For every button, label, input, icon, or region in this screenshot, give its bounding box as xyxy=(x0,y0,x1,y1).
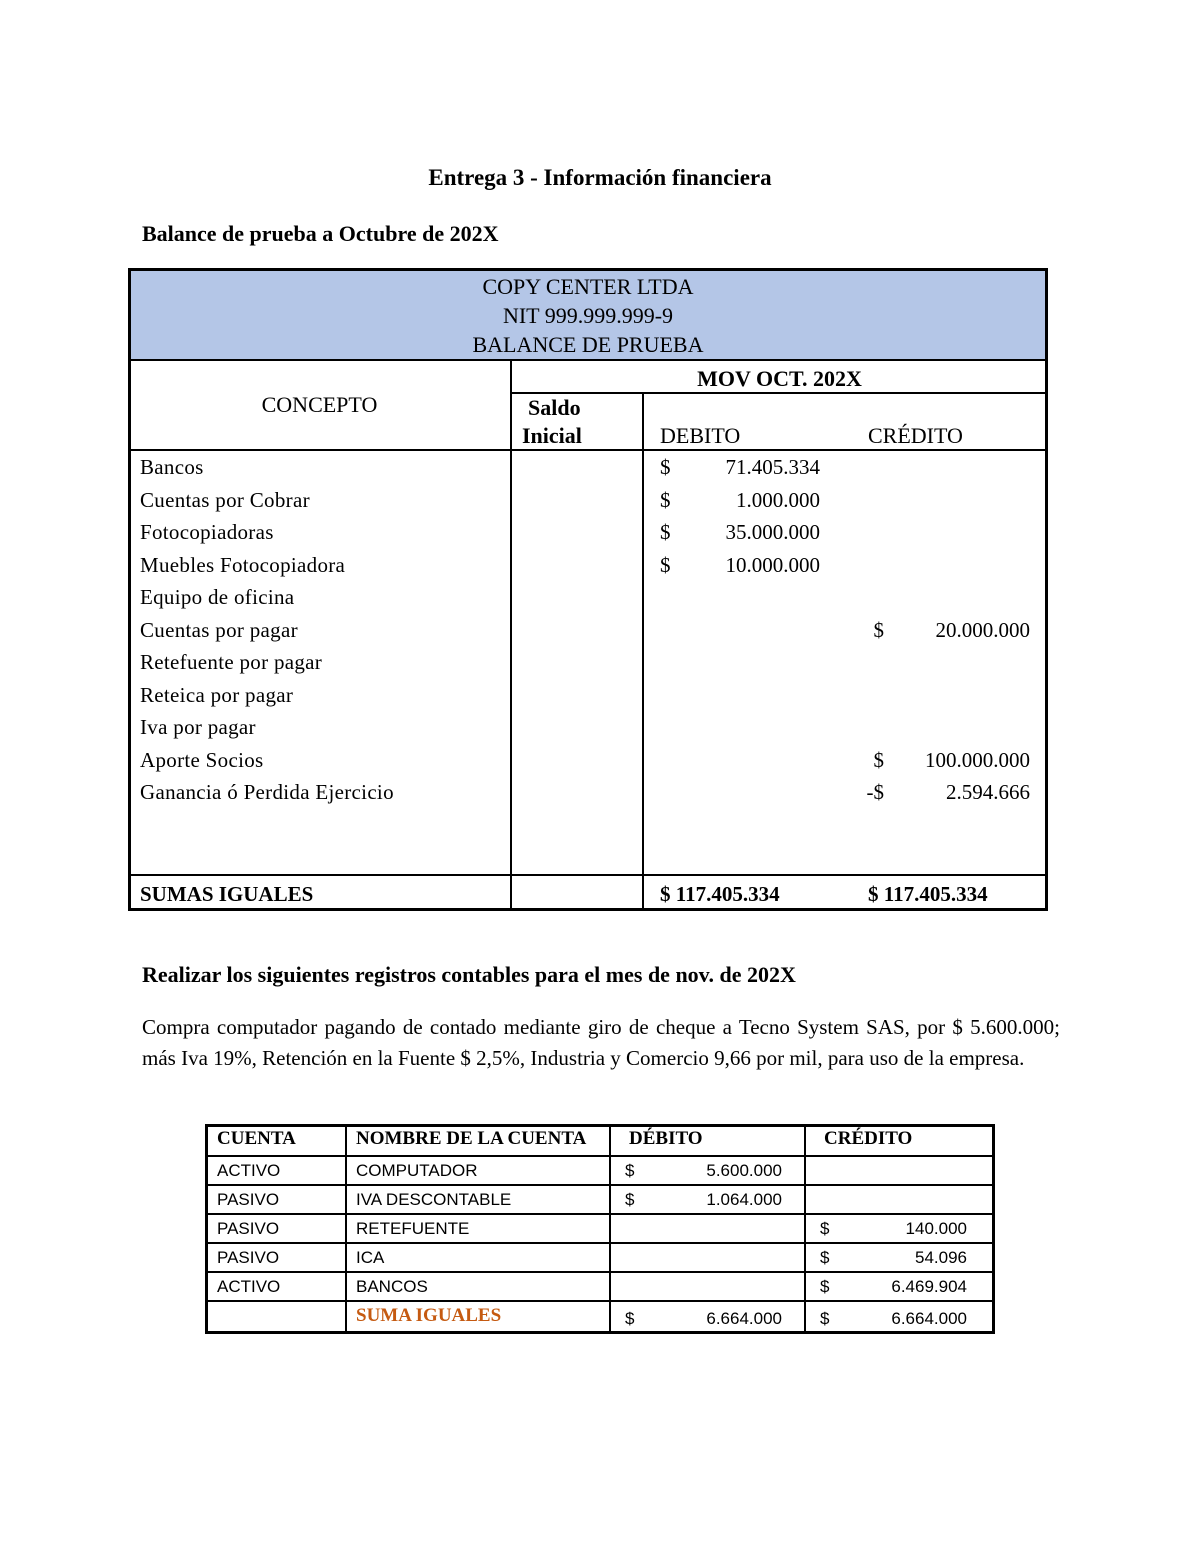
row-credit: 2.594.666 xyxy=(946,780,1030,804)
row-concept: Ganancia ó Perdida Ejercicio xyxy=(140,780,394,804)
j-row-credit: 54.096 xyxy=(915,1248,967,1267)
j-row-account: ACTIVO xyxy=(217,1161,281,1180)
row-debit-sign: $ xyxy=(660,487,671,512)
rule-col1 xyxy=(510,359,512,910)
rule-total xyxy=(128,874,1048,876)
row-credit-sign: $ xyxy=(873,747,884,772)
j-row-account: PASIVO xyxy=(217,1248,280,1267)
row-debit: 10.000.000 xyxy=(725,552,820,577)
row-concept: Retefuente por pagar xyxy=(140,650,323,674)
border-left xyxy=(128,268,131,910)
j-row-name: BANCOS xyxy=(356,1277,428,1296)
company-nit: NIT 999.999.999-9 xyxy=(502,303,674,328)
j-rule-r3 xyxy=(205,1242,995,1244)
row-debit-sign: $ xyxy=(660,552,671,577)
j-row-name: ICA xyxy=(356,1248,385,1267)
records-heading: Realizar los siguientes registros contables para el mes de nov. de 202X xyxy=(142,962,796,987)
j-rule-r4 xyxy=(205,1271,995,1273)
j-border-top xyxy=(205,1124,995,1127)
j-header-debit: DÉBITO xyxy=(629,1128,703,1149)
j-total-credit-sign: $ xyxy=(820,1309,830,1328)
j-row-account: PASIVO xyxy=(217,1219,280,1238)
j-border-bottom xyxy=(205,1331,995,1334)
j-row-credit-sign: $ xyxy=(820,1277,830,1296)
border-top xyxy=(128,268,1048,271)
row-debit-sign: $ xyxy=(660,455,671,479)
row-debit: 71.405.334 xyxy=(725,455,820,479)
j-rule-r1 xyxy=(205,1184,995,1186)
header-saldo: Saldo xyxy=(528,395,581,420)
j-row-credit: 6.469.904 xyxy=(891,1277,967,1296)
balance-heading: Balance de prueba a Octubre de 202X xyxy=(142,221,499,246)
border-bottom xyxy=(128,908,1048,911)
row-credit: 20.000.000 xyxy=(935,617,1030,642)
row-credit: 100.000.000 xyxy=(925,747,1030,772)
total-credit: $ 117.405.334 xyxy=(868,882,988,906)
j-row-credit-sign: $ xyxy=(820,1248,830,1267)
j-row-account: PASIVO xyxy=(217,1190,280,1209)
border-right xyxy=(1045,268,1048,910)
company-name: COPY CENTER LTDA xyxy=(482,274,694,299)
table-banner xyxy=(128,268,1048,361)
j-header-credit: CRÉDITO xyxy=(824,1128,913,1149)
row-concept: Cuentas por Cobrar xyxy=(140,487,310,512)
j-row-debit-sign: $ xyxy=(625,1190,635,1209)
row-concept: Muebles Fotocopiadora xyxy=(140,552,346,577)
j-total-debit: 6.664.000 xyxy=(706,1309,782,1328)
j-row-name: COMPUTADOR xyxy=(356,1161,478,1180)
row-concept: Reteica por pagar xyxy=(140,682,294,707)
j-row-credit-sign: $ xyxy=(820,1219,830,1238)
row-credit-sign: -$ xyxy=(866,780,884,804)
total-label: SUMAS IGUALES xyxy=(140,882,314,906)
j-total-debit-sign: $ xyxy=(625,1309,635,1328)
header-concept: CONCEPTO xyxy=(261,392,378,417)
j-row-debit-sign: $ xyxy=(625,1161,635,1180)
j-row-account: ACTIVO xyxy=(217,1277,281,1296)
j-row-name: RETEFUENTE xyxy=(356,1219,470,1238)
row-debit: 35.000.000 xyxy=(725,520,820,544)
j-rule-header xyxy=(205,1155,995,1157)
header-inicial: Inicial xyxy=(522,423,582,448)
j-header-account: CUENTA xyxy=(217,1128,296,1149)
transaction-description: Compra computador pagando de contado mediante giro de cheque a Tecno System SAS, por $ 5.600.000; más Iva 19%, Retención en la Fuente $ 2,5%, Industria y Comercio 9,66 por mil, para uso de la empresa. xyxy=(142,1015,1060,1070)
rule-banner xyxy=(128,359,1048,361)
document-title: Entrega 3 - Información financiera xyxy=(428,165,772,190)
row-debit: 1.000.000 xyxy=(736,487,820,512)
j-total-credit: 6.664.000 xyxy=(891,1309,967,1328)
j-row-debit: 1.064.000 xyxy=(706,1190,782,1209)
row-debit-sign: $ xyxy=(660,520,671,544)
row-concept: Fotocopiadoras xyxy=(140,520,274,544)
journal-table xyxy=(205,1124,995,1334)
j-header-name: NOMBRE DE LA CUENTA xyxy=(356,1128,587,1149)
rule-group xyxy=(511,392,1048,394)
j-row-credit: 140.000 xyxy=(905,1219,967,1238)
j-rule-r5 xyxy=(205,1300,995,1302)
j-rule-r2 xyxy=(205,1213,995,1215)
row-concept: Bancos xyxy=(140,455,204,479)
trial-balance-table xyxy=(128,268,1048,910)
row-credit-sign: $ xyxy=(873,617,884,642)
header-debit: DEBITO xyxy=(660,423,741,448)
header-mov-group: MOV OCT. 202X xyxy=(697,366,862,391)
total-debit: $ 117.405.334 xyxy=(660,882,780,906)
j-row-name: IVA DESCONTABLE xyxy=(356,1190,512,1209)
report-title: BALANCE DE PRUEBA xyxy=(472,332,704,357)
j-row-debit: 5.600.000 xyxy=(706,1161,782,1180)
row-concept: Cuentas por pagar xyxy=(140,617,298,642)
rule-header xyxy=(128,449,1048,451)
rule-col2 xyxy=(642,392,644,910)
row-concept: Aporte Socios xyxy=(140,747,264,772)
header-credit: CRÉDITO xyxy=(868,423,963,448)
row-concept: Iva por pagar xyxy=(140,715,256,739)
row-concept: Equipo de oficina xyxy=(140,585,295,609)
j-total-label: SUMA IGUALES xyxy=(356,1305,502,1326)
